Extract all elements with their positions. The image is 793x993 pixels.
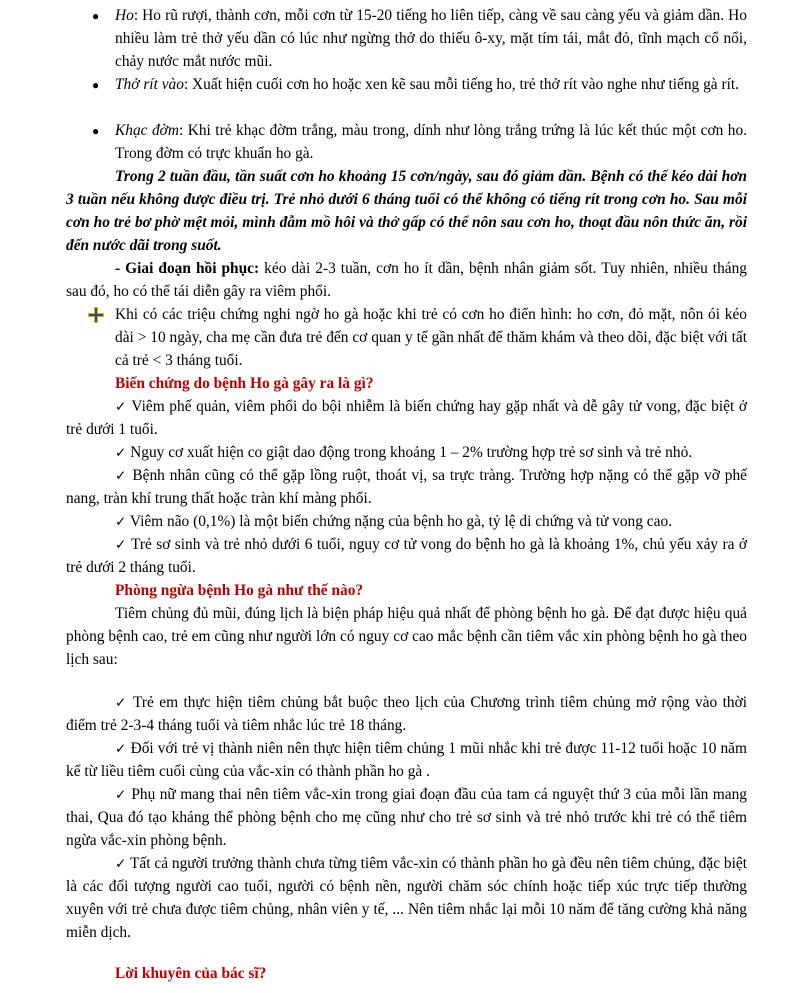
plus-item-text: Khi có các triệu chứng nghi ngờ ho gà hoặc khi trẻ có cơn ho điển hình: ho cơn, đỏ mặt, nôn ói kéo dài > 10 ngày, cha mẹ cần đưa trẻ đến cơ quan y tế gần nhất để thăm khám và theo dõi, đặc biệt với tất cả trẻ < 3 tháng tuổi. [115,306,747,369]
complication-item [0,465,793,511]
bullet-item-cough [0,5,793,74]
prevention-section [0,580,793,603]
bullet-item-phlegm [0,120,793,166]
check-icon: ✓ [115,445,127,461]
recovery-text: kéo dài 2-3 tuần, cơn ho ít dần, bệnh nhân giảm sốt. Tuy nhiên, nhiều tháng sau đó, ho có thể tái diễn gây ra viêm phổi. [66,260,747,300]
prevention-item [0,692,793,738]
complications-heading: Biến chứng do bệnh Ho gà gây ra là gì? [115,375,374,392]
bullet-term: Ho [115,7,134,24]
item-text: Đối với trẻ vị thành niên nên thực hiện tiêm chủng 1 mũi nhắc khi trẻ được 11-12 tuổi hoặc 10 năm kể từ liều tiêm cuối cùng của vắc-xin có thành phần ho gà . [66,740,747,780]
plus-bullet-icon [88,307,104,323]
prevention-intro [0,603,793,672]
bullet-text: : Ho rũ rượi, thành cơn, mỗi cơn từ 15-20 tiếng ho liên tiếp, càng về sau càng yếu và giảm dần. Ho nhiều làm trẻ thở yếu dần có lúc như ngừng thở do thiếu ô-xy, mặt tím tái, mắt đỏ, tĩnh mạch cổ nổi, chảy nước mắt nước mũi. [115,7,747,70]
prevention-item [0,853,793,945]
paragraph-text: Trong 2 tuần đầu, tần suất cơn ho khoảng 15 cơn/ngày, sau đó giảm dần. Bệnh có thể kéo dài hơn 3 tuần nếu không được điều trị. Trẻ nhỏ dưới 6 tháng tuổi có thể không có tiếng rít trong cơn ho. Sau mỗi cơn ho trẻ bơ phờ mệt mỏi, mình đẫm mồ hôi và thở gấp có thể nôn sau cơn ho, thoạt đầu nôn thức ăn, rồi đến nước dãi trong suốt. [66,168,747,254]
check-icon: ✓ [115,741,127,757]
bullet-dot: ● [92,124,100,138]
complication-item [0,511,793,534]
check-icon: ✓ [115,787,127,803]
complication-item [0,534,793,580]
item-text: Viêm não (0,1%) là một biến chứng nặng của bệnh ho gà, tỷ lệ di chứng và tử vong cao. [129,513,672,530]
bullet-item-whoop [0,74,793,97]
bold-italic-paragraph [0,166,793,258]
complication-item [0,442,793,465]
item-text: Tất cả người trưởng thành chưa từng tiêm vắc-xin có thành phần ho gà đều nên tiêm chủng, đặc biệt là các đối tượng người cao tuổi, người có bệnh nền, người chăm sóc chính hoặc tiếp xúc trực tiếp thường xuyên với trẻ chưa được tiêm chủng, nhân viên y tế, ... Nên tiêm nhắc lại mỗi 10 năm để tăng cường khả năng miễn dịch. [66,855,747,941]
recovery-label: - Giai đoạn hồi phục: [115,260,260,277]
complication-item [0,396,793,442]
item-text: Trẻ sơ sinh và trẻ nhỏ dưới 6 tuổi, nguy cơ tử vong do bệnh ho gà là khoảng 1%, chủ yếu xảy ra ở trẻ dưới 2 tháng tuổi. [66,536,748,576]
check-icon: ✓ [115,399,128,415]
item-text: Nguy cơ xuất hiện co giật dao động trong khoảng 1 – 2% trường hợp trẻ sơ sinh và trẻ nhỏ. [130,444,693,461]
bullet-text: : Khi trẻ khạc đờm trắng, màu trong, dính như lòng trắng trứng là lúc kết thúc một cơn ho. Trong đờm có trực khuẩn ho gà. [115,122,747,162]
advice-section [0,963,793,986]
prevention-heading: Phòng ngừa bệnh Ho gà như thế nào? [115,582,364,599]
prevention-item [0,738,793,784]
intro-text: Tiêm chủng đủ mũi, đúng lịch là biện pháp hiệu quả nhất để phòng bệnh ho gà. Để đạt được hiệu quả phòng bệnh cao, trẻ em cũng như người lớn có nguy cơ cao mắc bệnh cần tiêm vắc xin phòng bệnh ho gà theo lịch sau: [66,605,747,668]
complications-section [0,373,793,396]
item-text: Phụ nữ mang thai nên tiêm vắc-xin trong giai đoạn đầu của tam cá nguyệt thứ 3 của mỗi lần mang thai, Qua đó tạo kháng thể phòng bệnh cho mẹ cũng như cho trẻ sơ sinh và trẻ nhỏ trước khi trẻ có thể tiêm ngừa vắc-xin phòng bệnh. [66,786,747,849]
plus-bullet-item [0,304,793,373]
bullet-term: Thở rít vào [115,76,184,93]
prevention-item [0,784,793,853]
check-icon: ✓ [115,537,127,553]
check-icon: ✓ [115,856,127,872]
check-icon: ✓ [115,514,127,530]
item-text: Bệnh nhân cũng có thể gặp lồng ruột, thoát vị, sa trực tràng. Trường hợp nặng có thể gặp vỡ phế nang, tràn khí trung thất hoặc tràn khí màng phổi. [66,467,747,507]
recovery-paragraph [0,258,793,304]
check-icon: ✓ [115,468,128,484]
bullet-dot: ● [92,9,100,23]
advice-heading: Lời khuyên của bác sĩ? [115,965,267,982]
bullet-dot: ● [92,78,100,92]
check-icon: ✓ [115,695,128,711]
bullet-term: Khạc đờm [115,122,179,139]
item-text: Trẻ em thực hiện tiêm chủng bắt buộc theo lịch của Chương trình tiêm chủng mở rộng vào thời điểm trẻ 2-3-4 tháng tuổi và tiêm nhắc lúc trẻ 18 tháng. [66,694,748,734]
bullet-text: : Xuất hiện cuối cơn ho hoặc xen kẽ sau mỗi tiếng ho, trẻ thở rít vào nghe như tiếng gà rít. [183,76,739,93]
item-text: Viêm phế quản, viêm phổi do bội nhiễm là biến chứng hay gặp nhất và dễ gây tử vong, đặc biệt ở trẻ dưới 1 tuổi. [66,398,748,438]
